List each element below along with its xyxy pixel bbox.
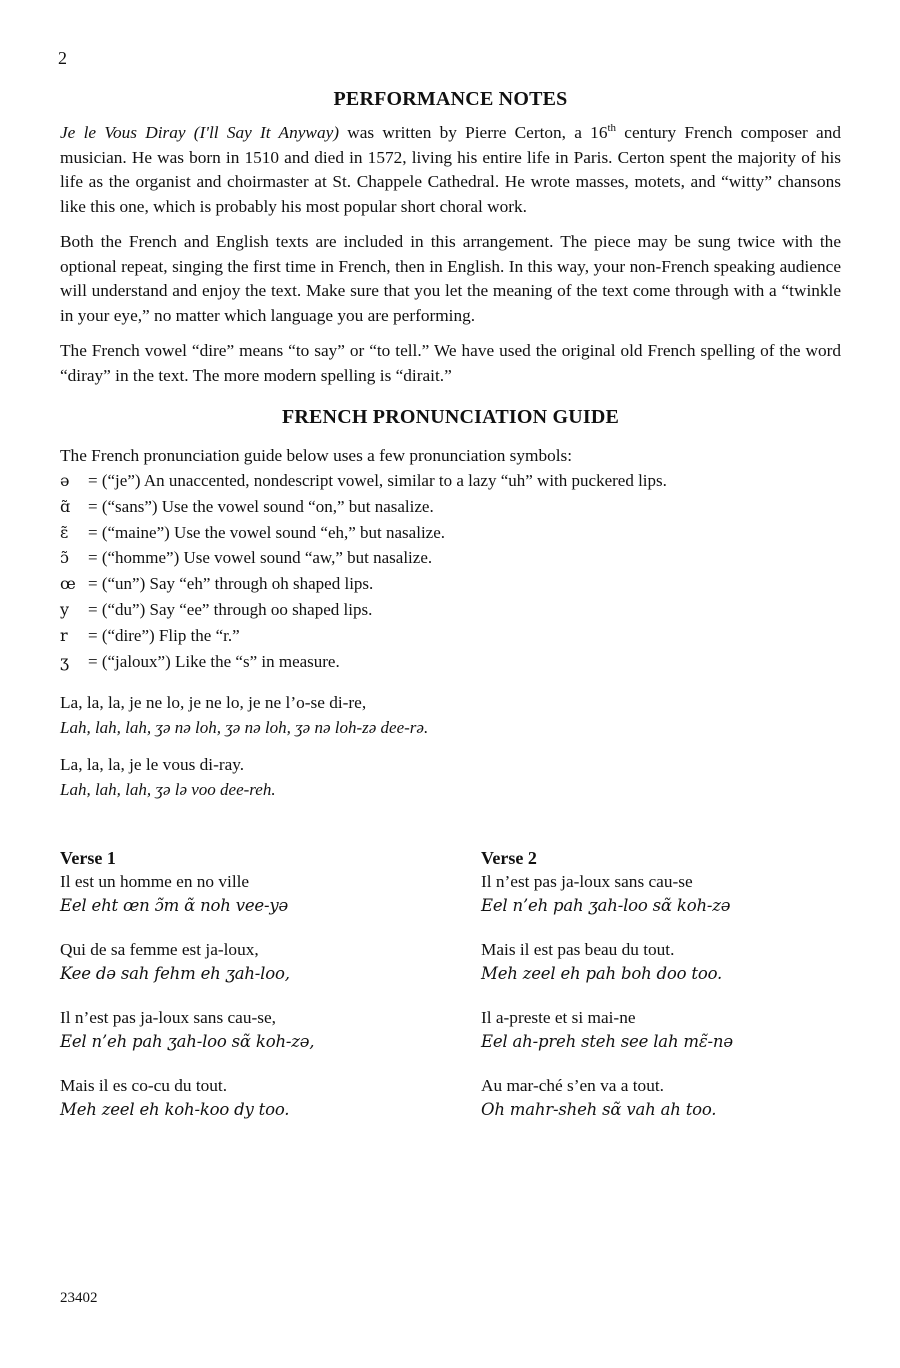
symbol-description: = (“sans”) Use the vowel sound “on,” but nasalize. bbox=[88, 496, 434, 516]
symbol-description: = (“maine”) Use the vowel sound “eh,” but nasalize. bbox=[88, 522, 446, 542]
symbol-glyph: ə bbox=[60, 471, 70, 490]
symbol-description: = (“homme”) Use vowel sound “aw,” but nasalize. bbox=[88, 548, 433, 568]
symbol-row bbox=[60, 545, 841, 571]
stanza-pronunciation: Meh zeel eh pah boh doo too. bbox=[481, 964, 723, 983]
symbol-row bbox=[60, 494, 841, 520]
stanza-french: Mais il est pas beau du tout. bbox=[481, 940, 675, 959]
symbol-description: = (“jaloux”) Like the “s” in measure. bbox=[88, 651, 340, 671]
page-number: 2 bbox=[58, 48, 67, 68]
verse-stanza bbox=[481, 1074, 841, 1122]
stanza-french: Il a-preste et si mai-ne bbox=[481, 1008, 636, 1027]
verse-stanza bbox=[60, 938, 420, 986]
symbol-glyph: y bbox=[60, 599, 70, 619]
pronunciation-example bbox=[60, 690, 841, 740]
verse-2 bbox=[481, 846, 841, 1142]
symbol-glyph: ɑ̃ bbox=[60, 496, 71, 516]
example-pronunciation: Lah, lah, lah, ʒə lə voo dee-reh. bbox=[60, 780, 276, 800]
verse-stanza bbox=[481, 870, 841, 918]
ordinal-suffix: th bbox=[607, 122, 617, 135]
symbol-list bbox=[60, 468, 841, 674]
symbol-glyph: r bbox=[60, 625, 68, 645]
symbol-description: = (“dire”) Flip the “r.” bbox=[88, 625, 240, 645]
stanza-french: Au mar-ché s’en va a tout. bbox=[481, 1076, 664, 1095]
performance-notes-paragraph-1 bbox=[60, 121, 841, 219]
p1-text-b: century French composer and musician. He was born in 1510 and died in 1572, living his entire life in Paris. Certon spent the majority of his life as the organist and choirmaster at St. Chappele Cathedral. He wrote masses, motets, and “witty” chansons like this one, which is probably his most popular short choral work. bbox=[60, 123, 841, 216]
stanza-french: Qui de sa femme est ja-loux, bbox=[60, 940, 259, 959]
stanza-french: Mais il es co-cu du tout. bbox=[60, 1076, 228, 1095]
symbol-description: = (“je”) An unaccented, nondescript vowel, similar to a lazy “uh” with puckered lips. bbox=[88, 471, 667, 490]
verse-stanza bbox=[481, 938, 841, 986]
example-pronunciation: Lah, lah, lah, ʒə nə loh, ʒə nə loh, ʒə nə loh-zə dee-rə. bbox=[60, 718, 429, 738]
verse-stanza bbox=[60, 1006, 420, 1054]
performance-notes-paragraph-3: The French vowel “dire” means “to say” or “to tell.” We have used the original old French spelling of the word “diray” in the text. The more modern spelling is “dirait.” bbox=[60, 341, 841, 385]
catalog-number: 23402 bbox=[60, 1290, 98, 1306]
p1-text-a: was written by Pierre Certon, a 16 bbox=[339, 123, 608, 142]
symbol-row bbox=[60, 571, 841, 597]
verse-title: Verse 1 bbox=[60, 848, 116, 868]
symbol-row bbox=[60, 597, 841, 623]
stanza-pronunciation: Eel eht œn ɔ̃m ɑ̃ noh vee-yə bbox=[60, 896, 289, 915]
example-french: La, la, la, je le vous di-ray. bbox=[60, 755, 245, 775]
stanza-pronunciation: Eel ah-preh steh see lah mɛ̃-nə bbox=[481, 1032, 733, 1051]
example-french: La, la, la, je ne lo, je ne lo, je ne l’o-se di-re, bbox=[60, 693, 367, 713]
symbol-glyph: ʒ bbox=[60, 651, 70, 671]
stanza-french: Il n’est pas ja-loux sans cau-se bbox=[481, 872, 693, 891]
stanza-french: Il n’est pas ja-loux sans cau-se, bbox=[60, 1008, 276, 1027]
performance-notes-title: PERFORMANCE NOTES bbox=[333, 88, 568, 110]
stanza-pronunciation: Kee də sah fehm eh ʒah-loo, bbox=[60, 964, 290, 983]
symbol-row bbox=[60, 649, 841, 675]
symbol-glyph: ɔ̃ bbox=[60, 548, 69, 568]
pronunciation-guide-intro: The French pronunciation guide below uses a few pronunciation symbols: bbox=[60, 446, 573, 465]
pronunciation-example bbox=[60, 752, 841, 802]
stanza-pronunciation: Eel n’eh pah ʒah-loo sɑ̃ koh-zə bbox=[481, 896, 731, 915]
verse-stanza bbox=[60, 1074, 420, 1122]
symbol-glyph: ɛ̃ bbox=[60, 522, 69, 542]
performance-notes-paragraph-2: Both the French and English texts are included in this arrangement. The piece may be sung twice with the optional repeat, singing the first time in French, then in English. In this way, your non-French speaking audience will understand and enjoy the text. Make sure that you let the meaning of the text come through with a “twinkle in your eye,” no matter which language you are performing. bbox=[60, 232, 841, 325]
verse-stanza bbox=[481, 1006, 841, 1054]
stanza-pronunciation: Meh zeel eh koh-koo dy too. bbox=[60, 1100, 290, 1119]
symbol-description: = (“du”) Say “ee” through oo shaped lips. bbox=[88, 599, 373, 619]
stanza-pronunciation: Oh mahr-sheh sɑ̃ vah ah too. bbox=[481, 1100, 717, 1119]
song-title: Je le Vous Diray (I'll Say It Anyway) bbox=[60, 123, 340, 142]
stanza-french: Il est un homme en no ville bbox=[60, 872, 250, 891]
symbol-glyph: œ bbox=[60, 574, 76, 594]
symbol-row bbox=[60, 468, 841, 494]
symbol-row bbox=[60, 520, 841, 546]
verse-stanza bbox=[60, 870, 420, 918]
verse-title: Verse 2 bbox=[481, 848, 537, 868]
pronunciation-guide-title: FRENCH PRONUNCIATION GUIDE bbox=[281, 406, 620, 428]
page-content bbox=[60, 88, 841, 802]
symbol-row bbox=[60, 623, 841, 649]
verse-1 bbox=[60, 846, 420, 1142]
symbol-description: = (“un”) Say “eh” through oh shaped lips. bbox=[88, 574, 374, 594]
stanza-pronunciation: Eel n’eh pah ʒah-loo sɑ̃ koh-zə, bbox=[60, 1032, 315, 1051]
